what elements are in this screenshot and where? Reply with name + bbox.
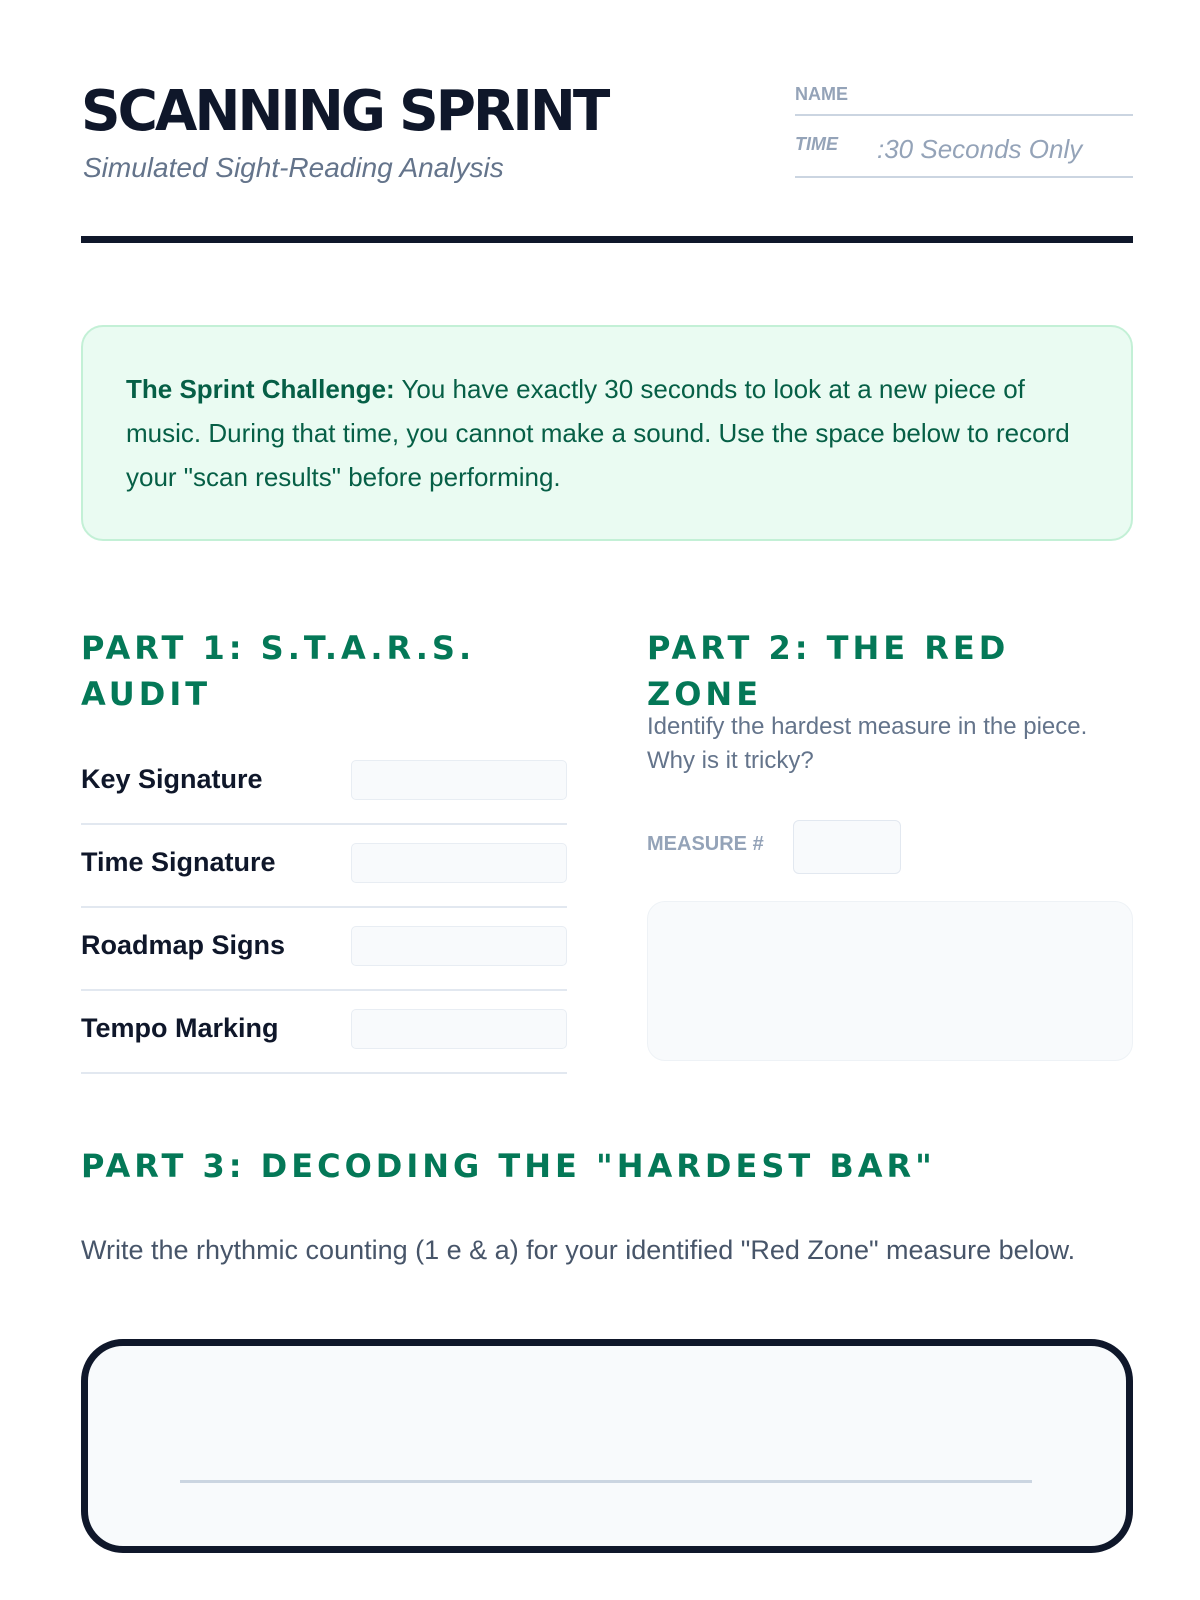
rhythm-counting-box[interactable] (81, 1339, 1133, 1553)
name-label: NAME (795, 84, 848, 104)
student-meta (795, 80, 1133, 178)
measure-number-input[interactable] (793, 820, 901, 874)
audit-label: Tempo Marking (81, 1013, 279, 1043)
callout-body: You have exactly 30 seconds to look at a new piece of music. During that time, you cannot make a sound. Use the space below to record your "scan results" before performing. (126, 374, 1070, 492)
key-signature-input[interactable] (351, 760, 567, 800)
part1-title: PART 1: S.T.A.R.S. AUDIT (81, 629, 476, 713)
part3-description: Write the rhythmic counting (1 e & a) for your identified "Red Zone" measure below. (81, 1235, 1076, 1265)
audit-label: Key Signature (81, 764, 263, 794)
audit-row-tempo-marking (81, 991, 567, 1074)
time-label: TIME (795, 134, 838, 154)
roadmap-signs-input[interactable] (351, 926, 567, 966)
time-value: :30 Seconds Only (877, 134, 1083, 164)
part3-title: PART 3: DECODING THE "HARDEST BAR" (81, 1147, 936, 1185)
callout-text (126, 367, 1091, 499)
callout-lead: The Sprint Challenge: (126, 374, 395, 404)
audit-row-roadmap-signs (81, 908, 567, 991)
time-signature-input[interactable] (351, 843, 567, 883)
audit-label: Roadmap Signs (81, 930, 286, 960)
header-divider (81, 236, 1133, 243)
part2-title: PART 2: THE RED ZONE (647, 629, 1010, 713)
counting-writing-line (180, 1480, 1032, 1483)
worksheet-subtitle: Simulated Sight-Reading Analysis (83, 152, 504, 183)
challenge-callout (81, 325, 1133, 541)
worksheet-title: SCANNING SPRINT (81, 79, 608, 144)
audit-row-time-signature (81, 825, 567, 908)
audit-row-key-signature (81, 742, 567, 825)
audit-label: Time Signature (81, 847, 276, 877)
part2-description: Identify the hardest measure in the piece. Why is it tricky? (647, 713, 1088, 774)
stars-audit-list (81, 742, 567, 1074)
worksheet (81, 0, 1133, 1600)
measure-number-label: MEASURE # (647, 833, 764, 855)
red-zone-notes-area[interactable] (647, 901, 1133, 1061)
name-field[interactable] (795, 80, 1133, 116)
time-field (795, 116, 1133, 178)
tempo-marking-input[interactable] (351, 1009, 567, 1049)
